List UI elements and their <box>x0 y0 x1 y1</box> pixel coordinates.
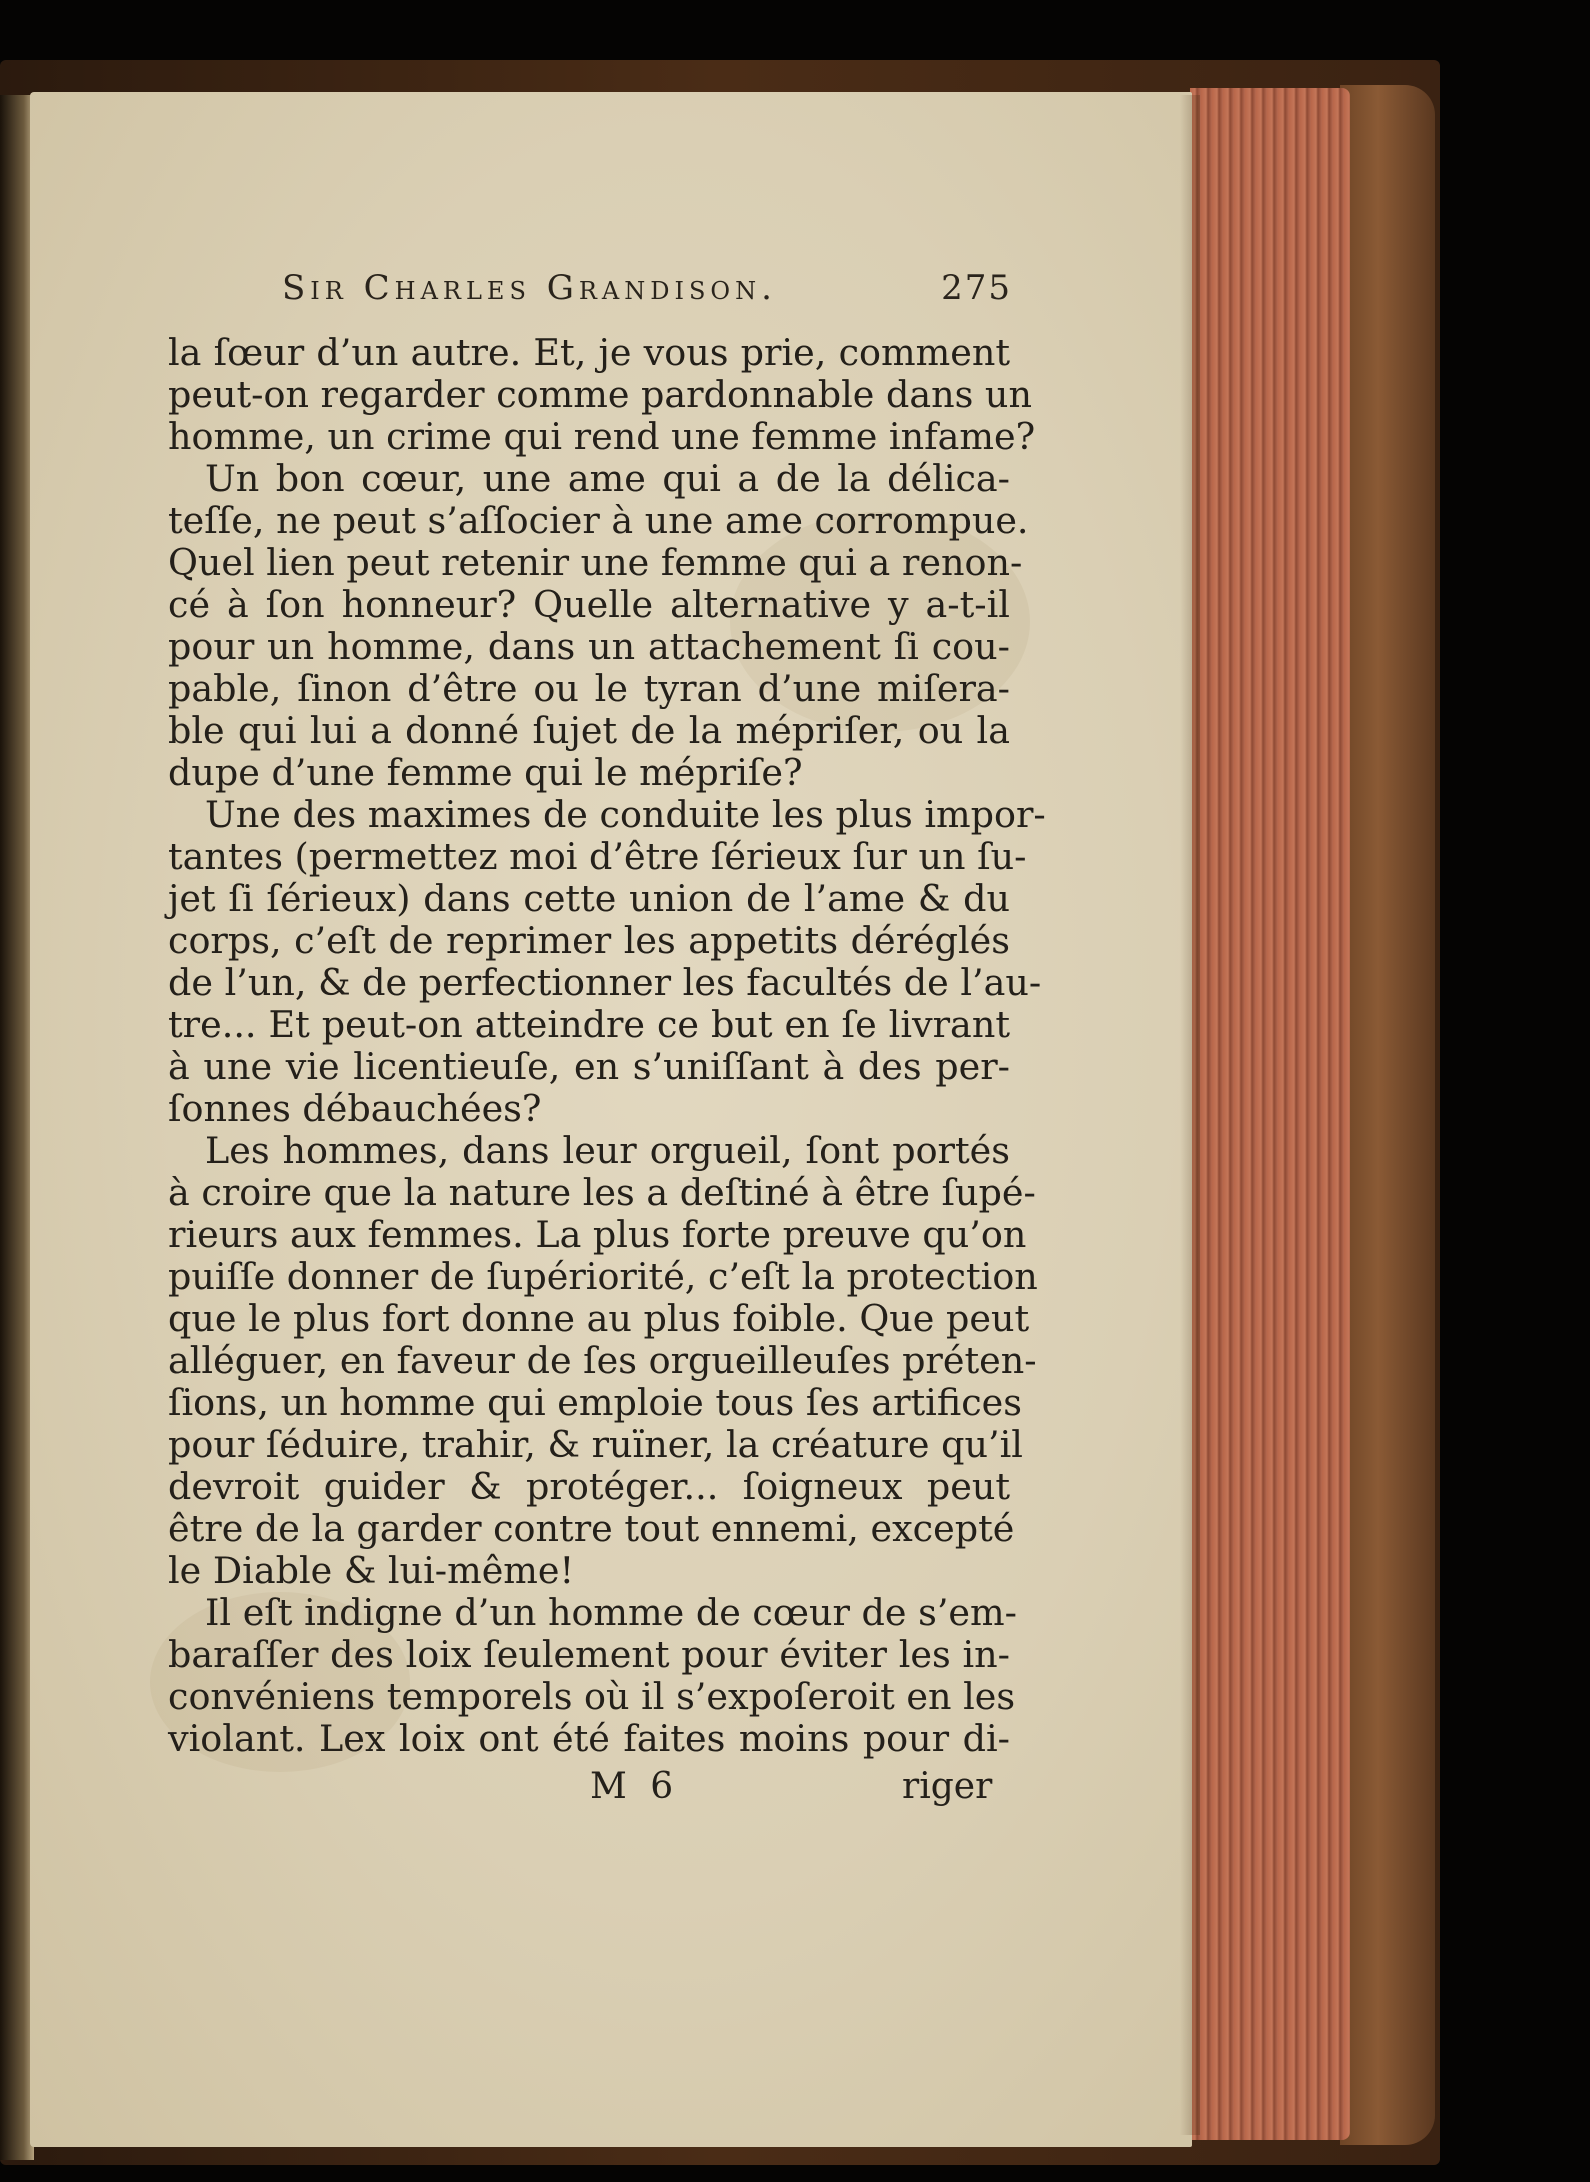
text-line: le Diable & lui-même! <box>168 1549 575 1592</box>
text-line: tantes (permettez moi d’être ſérieux ſur un ſu- <box>168 835 1027 878</box>
text-line: rieurs aux femmes. La plus forte preuve qu’on <box>168 1213 1027 1256</box>
text-line: Les hommes, dans leur orgueil, ſont portés <box>205 1129 1010 1172</box>
text-line: pour un homme, dans un attachement ſi cou- <box>168 625 1010 668</box>
text-line: dupe d’une femme qui le mépriſe? <box>168 751 803 794</box>
book-gutter <box>0 95 34 2160</box>
text-line: être de la garder contre tout ennemi, excepté <box>168 1507 1015 1550</box>
text-line: à une vie licentieuſe, en s’uniſſant à des per- <box>168 1045 1010 1088</box>
text-line: la ſœur d’un autre. Et, je vous prie, comment <box>168 331 1010 374</box>
text-line: que le plus fort donne au plus foible. Que peut <box>168 1297 1030 1340</box>
running-head-title: Sir Charles Grandison. <box>282 268 777 308</box>
text-line: ſonnes débauchées? <box>168 1087 542 1130</box>
text-line: peut-on regarder comme pardonnable dans un <box>168 373 1032 416</box>
cover-edge <box>1340 85 1435 2145</box>
signature-mark: M 6 <box>590 1766 680 1807</box>
page-number: 275 <box>941 268 1012 308</box>
text-line: devroit guider & protéger... ſoigneux peut <box>168 1465 1010 1508</box>
text-line: Il eſt indigne d’un homme de cœur de s’em- <box>205 1591 1017 1634</box>
text-line: pour ſéduire, trahir, & ruïner, la créature qu’il <box>168 1423 1023 1466</box>
text-line: corps, c’eſt de reprimer les appetits déréglés <box>168 919 1010 962</box>
text-line: puiſſe donner de ſupériorité, c’eſt la protection <box>168 1255 1038 1298</box>
text-line: de l’un, & de perfectionner les facultés de l’au- <box>168 961 1042 1004</box>
text-line: ſions, un homme qui emploie tous ſes artifices <box>168 1381 1022 1424</box>
catchword: riger <box>902 1766 993 1807</box>
text-line: tre... Et peut-on atteindre ce but en ſe livrant <box>168 1003 1010 1046</box>
text-line: Quel lien peut retenir une femme qui a renon- <box>168 541 1023 584</box>
text-line: à croire que la nature les a deſtiné à être ſupé- <box>168 1171 1036 1214</box>
text-line: ble qui lui a donné ſujet de la mépriſer, ou la <box>168 709 1010 752</box>
text-line: convéniens temporels où il s’expoſeroit en les <box>168 1675 1016 1718</box>
text-line: homme, un crime qui rend une femme infame? <box>168 415 1036 458</box>
page-edges <box>1190 88 1350 2140</box>
text-line: alléguer, en faveur de ſes orgueilleuſes préten- <box>168 1339 1037 1382</box>
page-shadow <box>1180 95 1200 2135</box>
text-line: Un bon cœur, une ame qui a de la délica- <box>205 457 1010 500</box>
text-line: violant. Lex loix ont été faites moins pour di- <box>168 1717 1010 1760</box>
text-line: pable, ſinon d’être ou le tyran d’une miſera- <box>168 667 1010 710</box>
text-line: jet ſi ſérieux) dans cette union de l’ame & du <box>168 877 1010 920</box>
text-line: Une des maximes de conduite les plus impor- <box>205 793 1046 836</box>
text-line: cé à ſon honneur? Quelle alternative y a-t-il <box>168 583 1010 626</box>
running-head <box>282 268 1012 318</box>
text-line: teſſe, ne peut s’aſſocier à une ame corrompue. <box>168 499 1029 542</box>
text-line: baraſſer des loix ſeulement pour éviter les in- <box>168 1633 1010 1676</box>
